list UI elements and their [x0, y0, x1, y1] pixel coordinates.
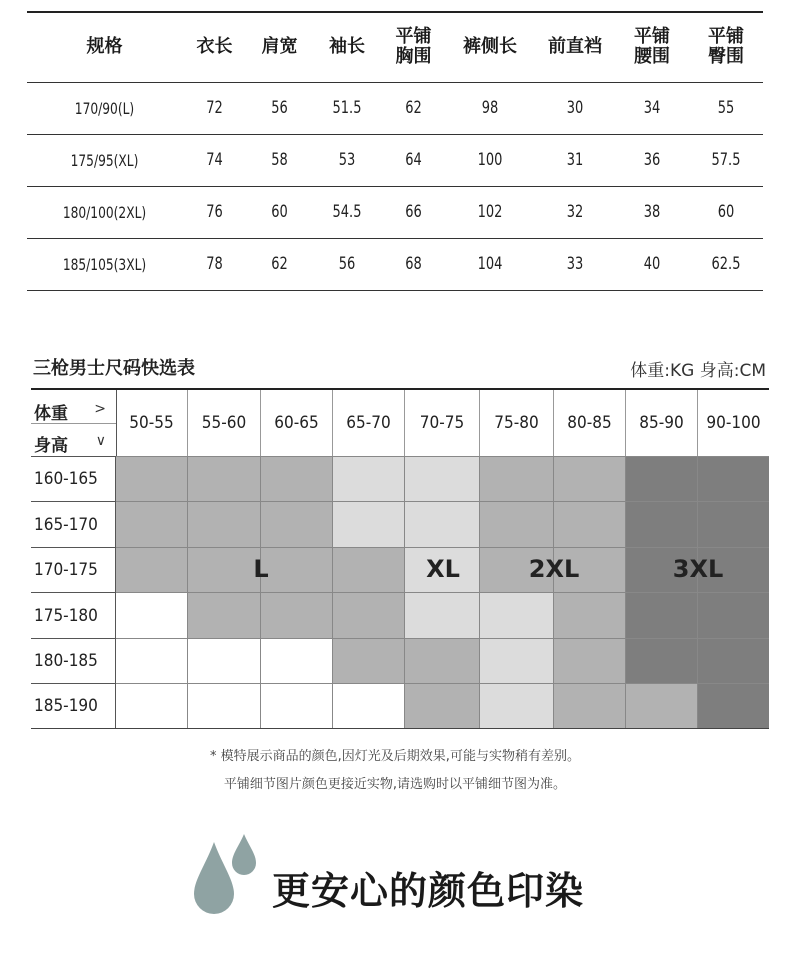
- spec-value-cell: 102: [452, 186, 529, 238]
- spec-value-cell: 32: [541, 186, 609, 238]
- size-grid-cell: [333, 456, 405, 501]
- spec-value-cell: 76: [187, 186, 242, 238]
- spec-value-cell: 30: [541, 82, 609, 134]
- spec-value-cell: 62.5: [695, 238, 758, 290]
- water-drops-icon: [192, 832, 262, 926]
- spec-value-cell: 58: [252, 134, 307, 186]
- weight-range-header: 85-90: [626, 390, 698, 456]
- spec-row: [27, 134, 763, 186]
- size-grid-cell: [405, 683, 480, 728]
- size-grid-cell: [188, 683, 261, 728]
- grid-corner-header: [31, 390, 117, 456]
- units-label: 体重:KG 身高:CM: [630, 361, 766, 381]
- size-grid-cell: [405, 592, 480, 638]
- size-grid-cell: [116, 683, 188, 728]
- spec-value-cell: 56: [252, 82, 307, 134]
- spec-value-cell: 64: [387, 134, 441, 186]
- spec-header-cell: 袖长: [312, 12, 382, 82]
- spec-value-cell: 33: [541, 238, 609, 290]
- size-grid-cell: [405, 456, 480, 501]
- size-grid-cell: [333, 638, 405, 683]
- size-label-xl: XL: [426, 555, 460, 583]
- weight-range-header: 80-85: [554, 390, 626, 456]
- spec-value-cell: 78: [187, 238, 242, 290]
- size-grid-cell: [188, 456, 261, 501]
- size-grid-cell: [333, 501, 405, 547]
- spec-value-cell: 66: [387, 186, 441, 238]
- size-grid-cell: [116, 592, 188, 638]
- height-range-header: 175-180: [31, 592, 116, 638]
- spec-header-cell: 衣长: [182, 12, 247, 82]
- height-range-header: 170-175: [31, 547, 116, 592]
- size-grid-cell: [116, 501, 188, 547]
- spec-header-cell: 平铺 腰围: [615, 12, 689, 82]
- spec-header-cell: 平铺 胸围: [382, 12, 445, 82]
- size-grid-cell: [626, 456, 698, 501]
- spec-value-cell: 60: [695, 186, 758, 238]
- size-grid-cell: [554, 501, 626, 547]
- color-disclaimer-note: * 模特展示商品的颜色,因灯光及后期效果,可能与实物稍有差别。: [210, 749, 580, 764]
- corner-weight-label: 体重: [34, 404, 68, 424]
- height-range-header: 160-165: [31, 456, 116, 501]
- spec-value-cell: 62: [252, 238, 307, 290]
- size-grid-cell: [261, 638, 333, 683]
- size-grid-cell: [116, 547, 188, 592]
- spec-header-cell: 规格: [27, 12, 182, 82]
- spec-header-cell: 肩宽: [247, 12, 312, 82]
- spec-row: [27, 82, 763, 134]
- spec-value-cell: 72: [187, 82, 242, 134]
- spec-header-cell: 平铺 臀围: [689, 12, 763, 82]
- size-grid-cell: [333, 683, 405, 728]
- spec-value-cell: 40: [621, 238, 684, 290]
- size-grid-cell: [480, 592, 554, 638]
- size-grid-cell: [480, 501, 554, 547]
- quick-select-title: 三枪男士尺码快选表: [33, 358, 195, 379]
- weight-range-header: 90-100: [706, 413, 761, 433]
- size-grid-cell: [261, 592, 333, 638]
- size-label-3xl: 3XL: [672, 555, 724, 583]
- size-grid-cell: [116, 638, 188, 683]
- spec-value-cell: 51.5: [317, 82, 377, 134]
- size-grid-cell: [333, 547, 405, 592]
- spec-size-cell: 175/95(XL): [39, 134, 171, 186]
- size-grid-cell: [333, 592, 405, 638]
- spec-size-cell: 185/105(3XL): [39, 238, 171, 290]
- spec-value-cell: 34: [621, 82, 684, 134]
- spec-header-cell: 裤侧长: [445, 12, 535, 82]
- size-grid-cell: [698, 501, 769, 547]
- size-label-2xl: 2XL: [528, 555, 580, 583]
- spec-value-cell: 104: [452, 238, 529, 290]
- spec-value-cell: 98: [452, 82, 529, 134]
- spec-value-cell: 68: [387, 238, 441, 290]
- spec-header-cell: 前直裆: [535, 12, 615, 82]
- size-grid-cell: [626, 501, 698, 547]
- weight-range-header: 75-80: [480, 390, 554, 456]
- flat-detail-note: 平铺细节图片颜色更接近实物,请选购时以平铺细节图为准。: [223, 777, 567, 792]
- size-grid-cell: [698, 683, 769, 728]
- size-grid-cell: [188, 501, 261, 547]
- dyeing-feature-title: 更安心的颜色印染: [272, 869, 585, 913]
- weight-range-header: 55-60: [188, 390, 261, 456]
- size-grid-cell: [188, 592, 261, 638]
- size-grid-cell: [116, 456, 188, 501]
- spec-value-cell: 55: [695, 82, 758, 134]
- size-grid-cell: [405, 501, 480, 547]
- size-grid-cell: [554, 638, 626, 683]
- size-grid-cell: [261, 683, 333, 728]
- chevron-right-icon: >: [94, 401, 106, 417]
- size-grid-cell: [554, 683, 626, 728]
- size-grid-cell: [480, 683, 554, 728]
- size-quick-select-grid: [31, 388, 769, 729]
- spec-size-cell: 180/100(2XL): [39, 186, 171, 238]
- size-grid-cell: [698, 638, 769, 683]
- weight-range-header: 50-55: [116, 390, 188, 456]
- spec-row: [27, 238, 763, 290]
- size-grid-cell: [261, 456, 333, 501]
- size-grid-cell: [261, 547, 333, 592]
- spec-header-row: [27, 12, 763, 82]
- chevron-down-icon: ∨: [95, 433, 106, 449]
- spec-value-cell: 74: [187, 134, 242, 186]
- spec-value-cell: 62: [387, 82, 441, 134]
- size-grid-cell: [626, 638, 698, 683]
- spec-value-cell: 53: [317, 134, 377, 186]
- height-range-header: 185-190: [31, 683, 116, 728]
- spec-value-cell: 60: [252, 186, 307, 238]
- spec-value-cell: 100: [452, 134, 529, 186]
- size-grid-cell: [626, 683, 698, 728]
- size-grid-cell: [698, 592, 769, 638]
- spec-size-cell: 170/90(L): [39, 82, 171, 134]
- size-label-l: L: [253, 555, 269, 583]
- spec-value-cell: 38: [621, 186, 684, 238]
- weight-range-header: 60-65: [261, 390, 333, 456]
- size-grid-cell: [405, 638, 480, 683]
- spec-row: [27, 186, 763, 238]
- size-grid-cell: [626, 592, 698, 638]
- corner-height-label: 身高: [34, 436, 68, 456]
- size-spec-table: [27, 11, 763, 291]
- size-grid-cell: [698, 456, 769, 501]
- size-grid-cell: [188, 638, 261, 683]
- size-grid-cell: [261, 501, 333, 547]
- height-range-header: 180-185: [31, 638, 116, 683]
- size-grid-cell: [554, 592, 626, 638]
- size-grid-cell: [480, 638, 554, 683]
- size-grid-cell: [554, 456, 626, 501]
- height-range-header: 165-170: [31, 501, 116, 547]
- size-grid-cell: [188, 547, 261, 592]
- spec-value-cell: 56: [317, 238, 377, 290]
- weight-range-header: 70-75: [405, 390, 480, 456]
- spec-value-cell: 57.5: [695, 134, 758, 186]
- weight-range-header: 65-70: [333, 390, 405, 456]
- spec-value-cell: 31: [541, 134, 609, 186]
- spec-value-cell: 36: [621, 134, 684, 186]
- size-grid-cell: [480, 456, 554, 501]
- spec-value-cell: 54.5: [317, 186, 377, 238]
